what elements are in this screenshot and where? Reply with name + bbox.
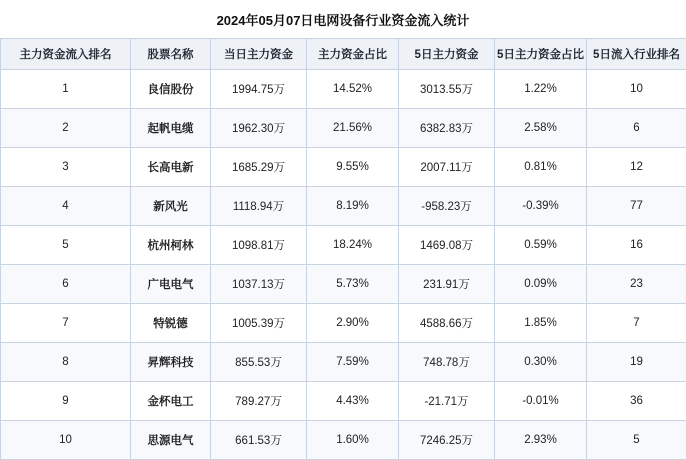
cell-5d-main-fund-ratio: 2.58% bbox=[495, 109, 587, 148]
cell-5d-industry-rank: 23 bbox=[587, 265, 686, 304]
cell-5d-industry-rank: 5 bbox=[587, 421, 686, 460]
cell-stock-name: 良信股份 bbox=[131, 70, 211, 109]
cell-5d-industry-rank: 16 bbox=[587, 226, 686, 265]
cell-5d-main-fund: 3013.55万 bbox=[399, 70, 495, 109]
cell-5d-main-fund-ratio: 1.22% bbox=[495, 70, 587, 109]
cell-5d-industry-rank: 12 bbox=[587, 148, 686, 187]
cell-5d-industry-rank: 10 bbox=[587, 70, 686, 109]
cell-5d-main-fund-ratio: 1.85% bbox=[495, 304, 587, 343]
cell-today-main-fund: 1005.39万 bbox=[211, 304, 307, 343]
cell-today-main-fund: 789.27万 bbox=[211, 382, 307, 421]
cell-today-main-fund: 1685.29万 bbox=[211, 148, 307, 187]
cell-5d-industry-rank: 19 bbox=[587, 343, 686, 382]
column-header-5d-main-fund-ratio: 5日主力资金占比 bbox=[495, 39, 587, 70]
table-header-row bbox=[1, 39, 686, 70]
cell-5d-main-fund-ratio: 0.30% bbox=[495, 343, 587, 382]
column-header-5d-main-fund: 5日主力资金 bbox=[399, 39, 495, 70]
table-row bbox=[1, 70, 686, 109]
cell-5d-industry-rank: 36 bbox=[587, 382, 686, 421]
fund-flow-table bbox=[0, 38, 686, 460]
cell-main-rank: 4 bbox=[1, 187, 131, 226]
cell-5d-main-fund-ratio: -0.01% bbox=[495, 382, 587, 421]
table-row bbox=[1, 187, 686, 226]
cell-5d-main-fund-ratio: 2.93% bbox=[495, 421, 587, 460]
cell-today-main-fund: 661.53万 bbox=[211, 421, 307, 460]
cell-5d-main-fund: -21.71万 bbox=[399, 382, 495, 421]
cell-5d-main-fund-ratio: 0.81% bbox=[495, 148, 587, 187]
cell-main-rank: 3 bbox=[1, 148, 131, 187]
cell-stock-name: 思源电气 bbox=[131, 421, 211, 460]
cell-5d-main-fund: 7246.25万 bbox=[399, 421, 495, 460]
cell-5d-main-fund: 1469.08万 bbox=[399, 226, 495, 265]
cell-main-fund-ratio: 8.19% bbox=[307, 187, 399, 226]
cell-main-rank: 9 bbox=[1, 382, 131, 421]
cell-5d-main-fund: 2007.11万 bbox=[399, 148, 495, 187]
cell-today-main-fund: 1962.30万 bbox=[211, 109, 307, 148]
table-row bbox=[1, 343, 686, 382]
cell-main-fund-ratio: 14.52% bbox=[307, 70, 399, 109]
table-row bbox=[1, 265, 686, 304]
cell-main-rank: 10 bbox=[1, 421, 131, 460]
cell-5d-main-fund-ratio: 0.09% bbox=[495, 265, 587, 304]
cell-stock-name: 昇辉科技 bbox=[131, 343, 211, 382]
cell-5d-main-fund: 748.78万 bbox=[399, 343, 495, 382]
cell-5d-main-fund: -958.23万 bbox=[399, 187, 495, 226]
table-body bbox=[1, 70, 686, 460]
table-row bbox=[1, 382, 686, 421]
cell-main-fund-ratio: 2.90% bbox=[307, 304, 399, 343]
table-row bbox=[1, 109, 686, 148]
cell-today-main-fund: 1098.81万 bbox=[211, 226, 307, 265]
cell-main-rank: 2 bbox=[1, 109, 131, 148]
cell-main-fund-ratio: 7.59% bbox=[307, 343, 399, 382]
cell-main-rank: 7 bbox=[1, 304, 131, 343]
cell-main-rank: 5 bbox=[1, 226, 131, 265]
cell-5d-main-fund: 231.91万 bbox=[399, 265, 495, 304]
column-header-main-fund-ratio: 主力资金占比 bbox=[307, 39, 399, 70]
cell-stock-name: 长高电新 bbox=[131, 148, 211, 187]
table-row bbox=[1, 421, 686, 460]
page-title: 2024年05月07日电网设备行业资金流入统计 bbox=[0, 0, 686, 38]
cell-5d-industry-rank: 77 bbox=[587, 187, 686, 226]
cell-today-main-fund: 1118.94万 bbox=[211, 187, 307, 226]
cell-5d-main-fund-ratio: -0.39% bbox=[495, 187, 587, 226]
cell-stock-name: 特锐德 bbox=[131, 304, 211, 343]
cell-main-rank: 1 bbox=[1, 70, 131, 109]
table-row bbox=[1, 226, 686, 265]
cell-main-fund-ratio: 21.56% bbox=[307, 109, 399, 148]
table-row bbox=[1, 304, 686, 343]
table-header bbox=[1, 39, 686, 70]
cell-5d-main-fund: 6382.83万 bbox=[399, 109, 495, 148]
column-header-5d-industry-rank: 5日流入行业排名 bbox=[587, 39, 686, 70]
table-row bbox=[1, 148, 686, 187]
cell-stock-name: 金杯电工 bbox=[131, 382, 211, 421]
cell-5d-industry-rank: 6 bbox=[587, 109, 686, 148]
cell-today-main-fund: 1037.13万 bbox=[211, 265, 307, 304]
cell-stock-name: 广电电气 bbox=[131, 265, 211, 304]
column-header-main-rank: 主力资金流入排名 bbox=[1, 39, 131, 70]
cell-main-fund-ratio: 4.43% bbox=[307, 382, 399, 421]
column-header-today-main-fund: 当日主力资金 bbox=[211, 39, 307, 70]
cell-main-fund-ratio: 5.73% bbox=[307, 265, 399, 304]
cell-today-main-fund: 855.53万 bbox=[211, 343, 307, 382]
cell-main-fund-ratio: 1.60% bbox=[307, 421, 399, 460]
column-header-stock-name: 股票名称 bbox=[131, 39, 211, 70]
cell-5d-main-fund-ratio: 0.59% bbox=[495, 226, 587, 265]
cell-5d-industry-rank: 7 bbox=[587, 304, 686, 343]
cell-main-rank: 6 bbox=[1, 265, 131, 304]
cell-main-fund-ratio: 18.24% bbox=[307, 226, 399, 265]
cell-main-fund-ratio: 9.55% bbox=[307, 148, 399, 187]
cell-stock-name: 新风光 bbox=[131, 187, 211, 226]
cell-stock-name: 杭州柯林 bbox=[131, 226, 211, 265]
cell-today-main-fund: 1994.75万 bbox=[211, 70, 307, 109]
cell-5d-main-fund: 4588.66万 bbox=[399, 304, 495, 343]
cell-stock-name: 起帆电缆 bbox=[131, 109, 211, 148]
cell-main-rank: 8 bbox=[1, 343, 131, 382]
